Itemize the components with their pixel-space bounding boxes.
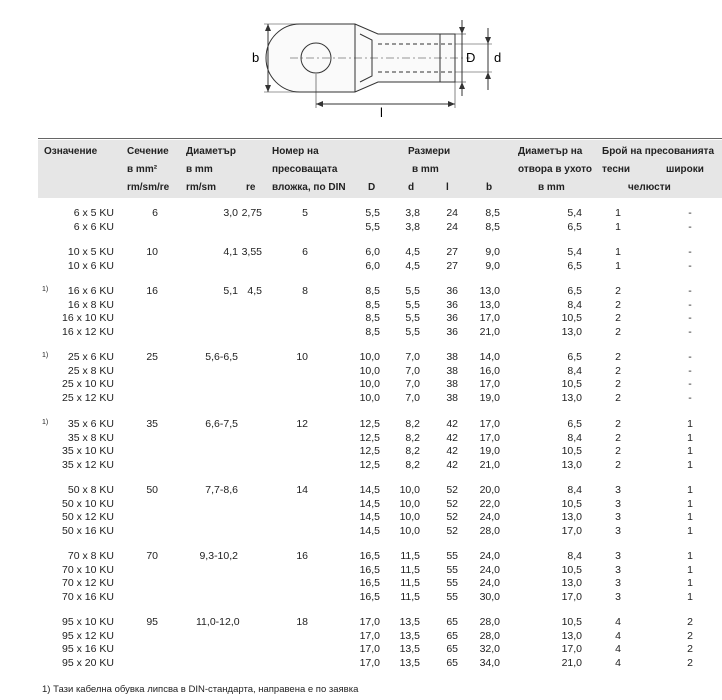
cell-D: 16,5 bbox=[359, 550, 380, 562]
cell-d: 3,8 bbox=[405, 220, 420, 233]
cell-hole: 8,4 bbox=[567, 550, 582, 562]
cell-l: 65 bbox=[446, 643, 458, 655]
cell-d: 10,0 bbox=[399, 524, 420, 537]
cell-designation: 25 x 12 KU bbox=[62, 391, 114, 404]
cell-D: 5,5 bbox=[365, 207, 380, 219]
cell-l: 42 bbox=[446, 445, 458, 457]
cell-wide: 1 bbox=[687, 563, 693, 576]
cell-d: 5,5 bbox=[405, 325, 420, 338]
cell-designation: 50 x 16 KU bbox=[62, 524, 114, 537]
cell-wide: 1 bbox=[687, 445, 693, 457]
cell-D: 12,5 bbox=[359, 445, 380, 457]
label-b: b bbox=[252, 50, 260, 65]
cell-b: 14,0 bbox=[479, 351, 500, 363]
cell-designation: 6 x 6 KU bbox=[73, 220, 114, 233]
cell-designation: 35 x 12 KU bbox=[62, 458, 114, 471]
hdr-dimensions-1: Размери bbox=[408, 146, 451, 157]
cell-b: 24,0 bbox=[479, 511, 500, 523]
cell-hole: 13,0 bbox=[561, 458, 582, 471]
cell-l: 42 bbox=[446, 418, 458, 430]
cell-footnote-mark: 1) bbox=[42, 419, 49, 426]
cell-l: 55 bbox=[446, 550, 458, 562]
hdr-crimps-narrow: тесни bbox=[602, 164, 631, 175]
cell-wide: 1 bbox=[687, 484, 693, 496]
label-l: l bbox=[380, 105, 383, 120]
cell-b: 28,0 bbox=[479, 616, 500, 628]
cell-l: 24 bbox=[446, 220, 458, 233]
hdr-section-1: Сечение bbox=[127, 146, 169, 157]
cell-section: 16 bbox=[146, 285, 158, 297]
cell-hole: 17,0 bbox=[561, 524, 582, 537]
cell-footnote-mark: 1) bbox=[42, 286, 49, 293]
cell-designation: 70 x 8 KU bbox=[67, 550, 114, 562]
cell-d: 13,5 bbox=[399, 616, 420, 628]
cell-designation: 35 x 8 KU bbox=[67, 431, 114, 444]
hdr-hole-3: в mm bbox=[538, 182, 565, 193]
cell-narrow: 1 bbox=[615, 207, 621, 219]
cell-wide: 2 bbox=[687, 656, 693, 669]
cell-d: 10,0 bbox=[399, 511, 420, 523]
cell-D: 8,5 bbox=[365, 298, 380, 311]
cell-hole: 6,5 bbox=[567, 285, 582, 297]
cell-narrow: 4 bbox=[615, 643, 621, 655]
cell-diameter-rmsm: 6,6-7,5 bbox=[205, 418, 238, 430]
cell-b: 20,0 bbox=[479, 484, 500, 496]
cell-hole: 10,5 bbox=[561, 445, 582, 457]
hdr-die-2: пресоващата bbox=[272, 164, 338, 175]
cell-die-number: 6 bbox=[302, 246, 308, 258]
cell-d: 11,5 bbox=[400, 577, 420, 589]
cell-hole: 17,0 bbox=[561, 590, 582, 603]
cell-section: 70 bbox=[146, 550, 158, 562]
cell-section: 10 bbox=[146, 246, 158, 258]
cell-l: 42 bbox=[446, 431, 458, 444]
cell-l: 52 bbox=[446, 497, 458, 510]
cell-diameter-re: 2,75 bbox=[241, 207, 262, 219]
cell-hole: 8,4 bbox=[567, 298, 582, 311]
cell-D: 14,5 bbox=[359, 484, 380, 496]
cell-D: 17,0 bbox=[359, 643, 380, 655]
footnote: 1) Тази кабелна обувка липсва в DIN-стандарта, направена е по заявка bbox=[42, 684, 359, 695]
cell-narrow: 2 bbox=[615, 391, 621, 404]
cell-narrow: 2 bbox=[615, 378, 621, 390]
cell-hole: 10,5 bbox=[561, 616, 582, 628]
cell-D: 14,5 bbox=[359, 511, 380, 523]
cell-wide: - bbox=[688, 391, 692, 404]
cell-D: 14,5 bbox=[359, 497, 380, 510]
cell-b: 13,0 bbox=[479, 285, 500, 297]
cell-section: 6 bbox=[152, 207, 158, 219]
cell-l: 52 bbox=[446, 484, 458, 496]
hdr-die-1: Номер на bbox=[272, 146, 319, 157]
cell-wide: - bbox=[688, 220, 692, 233]
cell-wide: 1 bbox=[687, 550, 693, 562]
cell-designation: 16 x 8 KU bbox=[67, 298, 114, 311]
cell-narrow: 2 bbox=[615, 312, 621, 324]
cell-l: 65 bbox=[446, 656, 458, 669]
label-d: d bbox=[494, 50, 502, 65]
cell-narrow: 3 bbox=[615, 524, 621, 537]
cell-hole: 5,4 bbox=[567, 246, 582, 258]
cell-designation: 16 x 12 KU bbox=[62, 325, 114, 338]
cell-narrow: 3 bbox=[615, 590, 621, 603]
cell-l: 24 bbox=[446, 207, 458, 219]
cell-hole: 13,0 bbox=[561, 391, 582, 404]
cell-narrow: 2 bbox=[615, 285, 621, 297]
cell-wide: - bbox=[688, 298, 692, 311]
cell-die-number: 8 bbox=[302, 285, 308, 297]
cell-designation: 95 x 10 KU bbox=[62, 616, 114, 628]
cell-l: 55 bbox=[446, 563, 458, 576]
cell-die-number: 12 bbox=[296, 418, 308, 430]
cell-l: 36 bbox=[446, 312, 458, 324]
cell-b: 9,0 bbox=[485, 259, 500, 272]
hdr-dim-b: b bbox=[486, 182, 493, 193]
cell-narrow: 4 bbox=[615, 616, 621, 628]
cell-die-number: 14 bbox=[296, 484, 308, 496]
cell-d: 3,8 bbox=[405, 207, 420, 219]
cell-hole: 13,0 bbox=[561, 325, 582, 338]
hdr-diameter-4: re bbox=[246, 182, 256, 193]
cell-d: 7,0 bbox=[405, 391, 420, 404]
cell-diameter-re: 3,55 bbox=[241, 246, 262, 258]
cell-l: 55 bbox=[446, 590, 458, 603]
cell-l: 65 bbox=[446, 629, 458, 642]
cell-narrow: 3 bbox=[615, 550, 621, 562]
cell-designation: 6 x 5 KU bbox=[73, 207, 114, 219]
cell-designation: 10 x 6 KU bbox=[67, 259, 114, 272]
cell-narrow: 4 bbox=[615, 656, 621, 669]
hdr-dim-D: D bbox=[368, 182, 376, 193]
cell-narrow: 3 bbox=[615, 484, 621, 496]
cell-D: 12,5 bbox=[359, 458, 380, 471]
cell-l: 27 bbox=[446, 259, 458, 272]
cell-D: 12,5 bbox=[359, 418, 380, 430]
cell-section: 35 bbox=[146, 418, 158, 430]
cell-hole: 10,5 bbox=[561, 563, 582, 576]
cell-designation: 70 x 10 KU bbox=[62, 563, 114, 576]
cell-footnote-mark: 1) bbox=[42, 352, 49, 359]
cell-d: 10,0 bbox=[399, 484, 420, 496]
cell-wide: - bbox=[688, 259, 692, 272]
hdr-section-3: rm/sm/re bbox=[127, 182, 170, 193]
cell-hole: 6,5 bbox=[567, 351, 582, 363]
cell-diameter-rmsm: 3,0 bbox=[223, 207, 238, 219]
cell-diameter-rmsm: 5,6-6,5 bbox=[205, 351, 238, 363]
cell-hole: 21,0 bbox=[561, 656, 582, 669]
cell-D: 10,0 bbox=[359, 364, 380, 377]
table-top-rule bbox=[38, 138, 722, 139]
cell-d: 5,5 bbox=[405, 285, 420, 297]
cell-designation: 16 x 6 KU bbox=[67, 285, 114, 297]
cell-b: 8,5 bbox=[485, 207, 500, 219]
cell-narrow: 2 bbox=[615, 458, 621, 471]
hdr-dim-d: d bbox=[408, 182, 415, 193]
cell-D: 10,0 bbox=[359, 351, 380, 363]
cell-hole: 8,4 bbox=[567, 431, 582, 444]
cell-designation: 70 x 16 KU bbox=[62, 590, 114, 603]
cell-d: 13,5 bbox=[399, 656, 420, 669]
cell-D: 16,5 bbox=[359, 563, 380, 576]
cell-designation: 50 x 10 KU bbox=[62, 497, 114, 510]
cell-D: 6,0 bbox=[365, 246, 380, 258]
cell-b: 8,5 bbox=[485, 220, 500, 233]
cell-b: 24,0 bbox=[479, 563, 500, 576]
cell-b: 17,0 bbox=[479, 378, 500, 390]
cell-d: 11,5 bbox=[400, 550, 420, 562]
cell-designation: 16 x 10 KU bbox=[62, 312, 114, 324]
cell-l: 52 bbox=[446, 524, 458, 537]
cell-hole: 10,5 bbox=[561, 312, 582, 324]
cell-wide: - bbox=[688, 285, 692, 297]
cell-b: 21,0 bbox=[479, 458, 500, 471]
cell-wide: 2 bbox=[687, 643, 693, 655]
cell-D: 5,5 bbox=[365, 220, 380, 233]
cell-narrow: 2 bbox=[615, 298, 621, 311]
cell-die-number: 16 bbox=[296, 550, 308, 562]
cell-diameter-re: 4,5 bbox=[247, 285, 262, 297]
cell-narrow: 3 bbox=[615, 511, 621, 523]
cell-D: 17,0 bbox=[359, 616, 380, 628]
cell-b: 19,0 bbox=[479, 445, 500, 457]
cell-hole: 10,5 bbox=[561, 497, 582, 510]
cell-narrow: 2 bbox=[615, 445, 621, 457]
cell-l: 36 bbox=[446, 325, 458, 338]
label-D: D bbox=[466, 50, 476, 65]
cell-D: 17,0 bbox=[359, 629, 380, 642]
cell-wide: 2 bbox=[687, 616, 693, 628]
cell-D: 10,0 bbox=[359, 378, 380, 390]
cell-d: 8,2 bbox=[405, 445, 420, 457]
hdr-diameter-1: Диаметър bbox=[186, 146, 236, 157]
hdr-diameter-3: rm/sm bbox=[186, 182, 217, 193]
cell-hole: 6,5 bbox=[567, 259, 582, 272]
cell-hole: 6,5 bbox=[567, 220, 582, 233]
cell-l: 55 bbox=[446, 577, 458, 589]
hdr-hole-2: отвора в ухото bbox=[518, 164, 592, 175]
cell-section: 25 bbox=[146, 351, 158, 363]
cell-die-number: 5 bbox=[302, 207, 308, 219]
cell-l: 42 bbox=[446, 458, 458, 471]
hdr-designation: Означение bbox=[44, 146, 98, 157]
cell-d: 7,0 bbox=[405, 378, 420, 390]
cell-b: 13,0 bbox=[479, 298, 500, 311]
cell-D: 12,5 bbox=[359, 431, 380, 444]
cell-D: 8,5 bbox=[365, 312, 380, 324]
hdr-dimensions-2: в mm bbox=[412, 164, 439, 175]
cell-D: 6,0 bbox=[365, 259, 380, 272]
cell-d: 5,5 bbox=[405, 298, 420, 311]
cell-wide: - bbox=[688, 207, 692, 219]
cell-b: 24,0 bbox=[479, 550, 500, 562]
cell-D: 16,5 bbox=[359, 577, 380, 589]
cell-wide: - bbox=[688, 312, 692, 324]
cell-d: 8,2 bbox=[405, 418, 420, 430]
cell-wide: - bbox=[688, 246, 692, 258]
cell-l: 36 bbox=[446, 298, 458, 311]
cell-narrow: 1 bbox=[615, 259, 621, 272]
cell-narrow: 1 bbox=[615, 246, 621, 258]
cell-wide: 1 bbox=[687, 577, 693, 589]
cell-designation: 25 x 10 KU bbox=[62, 378, 114, 390]
cell-hole: 10,5 bbox=[561, 378, 582, 390]
cell-b: 21,0 bbox=[479, 325, 500, 338]
cell-D: 16,5 bbox=[359, 590, 380, 603]
cell-hole: 5,4 bbox=[567, 207, 582, 219]
cell-d: 10,0 bbox=[399, 497, 420, 510]
cell-die-number: 18 bbox=[296, 616, 308, 628]
cell-wide: - bbox=[688, 378, 692, 390]
cell-b: 19,0 bbox=[479, 391, 500, 404]
cell-narrow: 2 bbox=[615, 325, 621, 338]
cell-narrow: 2 bbox=[615, 418, 621, 430]
cell-wide: - bbox=[688, 364, 692, 377]
cell-section: 95 bbox=[146, 616, 158, 628]
cell-narrow: 3 bbox=[615, 577, 621, 589]
hdr-dim-l: l bbox=[446, 182, 449, 193]
cell-narrow: 2 bbox=[615, 351, 621, 363]
cell-diameter-rmsm: 7,7-8,6 bbox=[205, 484, 238, 496]
hdr-hole-1: Диаметър на bbox=[518, 146, 583, 157]
cell-wide: 2 bbox=[687, 629, 693, 642]
cell-b: 28,0 bbox=[479, 524, 500, 537]
cell-diameter-rmsm: 4,1 bbox=[223, 246, 238, 258]
cell-d: 11,5 bbox=[400, 590, 420, 603]
cell-narrow: 1 bbox=[615, 220, 621, 233]
cell-b: 24,0 bbox=[479, 577, 500, 589]
cell-designation: 25 x 8 KU bbox=[67, 364, 114, 377]
cell-b: 22,0 bbox=[479, 497, 500, 510]
cell-designation: 95 x 12 KU bbox=[62, 629, 114, 642]
cell-l: 27 bbox=[446, 246, 458, 258]
cell-designation: 70 x 12 KU bbox=[62, 577, 114, 589]
cell-D: 14,5 bbox=[359, 524, 380, 537]
cell-hole: 17,0 bbox=[561, 643, 582, 655]
cell-wide: - bbox=[688, 351, 692, 363]
cell-D: 8,5 bbox=[365, 325, 380, 338]
cell-diameter-rmsm: 9,3-10,2 bbox=[199, 550, 238, 562]
cell-d: 11,5 bbox=[400, 563, 420, 576]
cell-l: 36 bbox=[446, 285, 458, 297]
cell-wide: 1 bbox=[687, 511, 693, 523]
hdr-crimps-wide: широки bbox=[666, 164, 704, 175]
cell-designation: 10 x 5 KU bbox=[67, 246, 114, 258]
cell-D: 17,0 bbox=[359, 656, 380, 669]
cell-D: 10,0 bbox=[359, 391, 380, 404]
cell-d: 13,5 bbox=[399, 629, 420, 642]
hdr-crimps-1: Брой на пресованията bbox=[602, 146, 715, 157]
hdr-section-2: в mm² bbox=[127, 164, 158, 175]
cell-hole: 8,4 bbox=[567, 364, 582, 377]
cell-narrow: 2 bbox=[615, 431, 621, 444]
cell-wide: 1 bbox=[687, 418, 693, 430]
cell-l: 65 bbox=[446, 616, 458, 628]
cell-b: 17,0 bbox=[479, 431, 500, 444]
cell-d: 5,5 bbox=[405, 312, 420, 324]
cell-b: 9,0 bbox=[485, 246, 500, 258]
cell-b: 17,0 bbox=[479, 312, 500, 324]
cell-b: 17,0 bbox=[479, 418, 500, 430]
cell-designation: 25 x 6 KU bbox=[67, 351, 114, 363]
cell-b: 32,0 bbox=[479, 643, 500, 655]
cell-wide: 1 bbox=[687, 458, 693, 471]
cell-wide: 1 bbox=[687, 431, 693, 444]
cell-b: 28,0 bbox=[479, 629, 500, 642]
cell-wide: 1 bbox=[687, 524, 693, 537]
cell-die-number: 10 bbox=[296, 351, 308, 363]
cell-l: 52 bbox=[446, 511, 458, 523]
cell-designation: 95 x 20 KU bbox=[62, 656, 114, 669]
cell-d: 8,2 bbox=[405, 458, 420, 471]
cell-b: 16,0 bbox=[479, 364, 500, 377]
cell-designation: 50 x 8 KU bbox=[67, 484, 114, 496]
hdr-crimps-jaws: челюсти bbox=[628, 182, 671, 193]
cell-section: 50 bbox=[146, 484, 158, 496]
cell-narrow: 2 bbox=[615, 364, 621, 377]
hdr-die-3: вложка, по DIN bbox=[272, 182, 346, 193]
cell-designation: 35 x 6 KU bbox=[67, 418, 114, 430]
cell-designation: 95 x 16 KU bbox=[62, 643, 114, 655]
cell-d: 4,5 bbox=[405, 259, 420, 272]
cell-hole: 13,0 bbox=[561, 629, 582, 642]
cell-hole: 13,0 bbox=[561, 577, 582, 589]
cell-wide: 1 bbox=[687, 590, 693, 603]
cell-designation: 50 x 12 KU bbox=[62, 511, 114, 523]
cable-lug-diagram bbox=[0, 0, 722, 130]
cell-narrow: 3 bbox=[615, 497, 621, 510]
cell-hole: 6,5 bbox=[567, 418, 582, 430]
cell-l: 38 bbox=[446, 378, 458, 390]
cell-b: 30,0 bbox=[479, 590, 500, 603]
cell-l: 38 bbox=[446, 351, 458, 363]
cell-designation: 35 x 10 KU bbox=[62, 445, 114, 457]
cell-wide: - bbox=[688, 325, 692, 338]
cell-l: 38 bbox=[446, 364, 458, 377]
cell-diameter-rmsm: 11,0-12,0 bbox=[196, 616, 240, 628]
cell-diameter-rmsm: 5,1 bbox=[223, 285, 238, 297]
cell-l: 38 bbox=[446, 391, 458, 404]
cell-hole: 13,0 bbox=[561, 511, 582, 523]
cell-D: 8,5 bbox=[365, 285, 380, 297]
cell-wide: 1 bbox=[687, 497, 693, 510]
hdr-diameter-2: в mm bbox=[186, 164, 213, 175]
cell-d: 13,5 bbox=[399, 643, 420, 655]
cell-narrow: 4 bbox=[615, 629, 621, 642]
cell-d: 7,0 bbox=[405, 351, 420, 363]
cell-d: 4,5 bbox=[405, 246, 420, 258]
cell-d: 8,2 bbox=[405, 431, 420, 444]
cell-narrow: 3 bbox=[615, 563, 621, 576]
cell-hole: 8,4 bbox=[567, 484, 582, 496]
cell-d: 7,0 bbox=[405, 364, 420, 377]
cell-b: 34,0 bbox=[479, 656, 500, 669]
